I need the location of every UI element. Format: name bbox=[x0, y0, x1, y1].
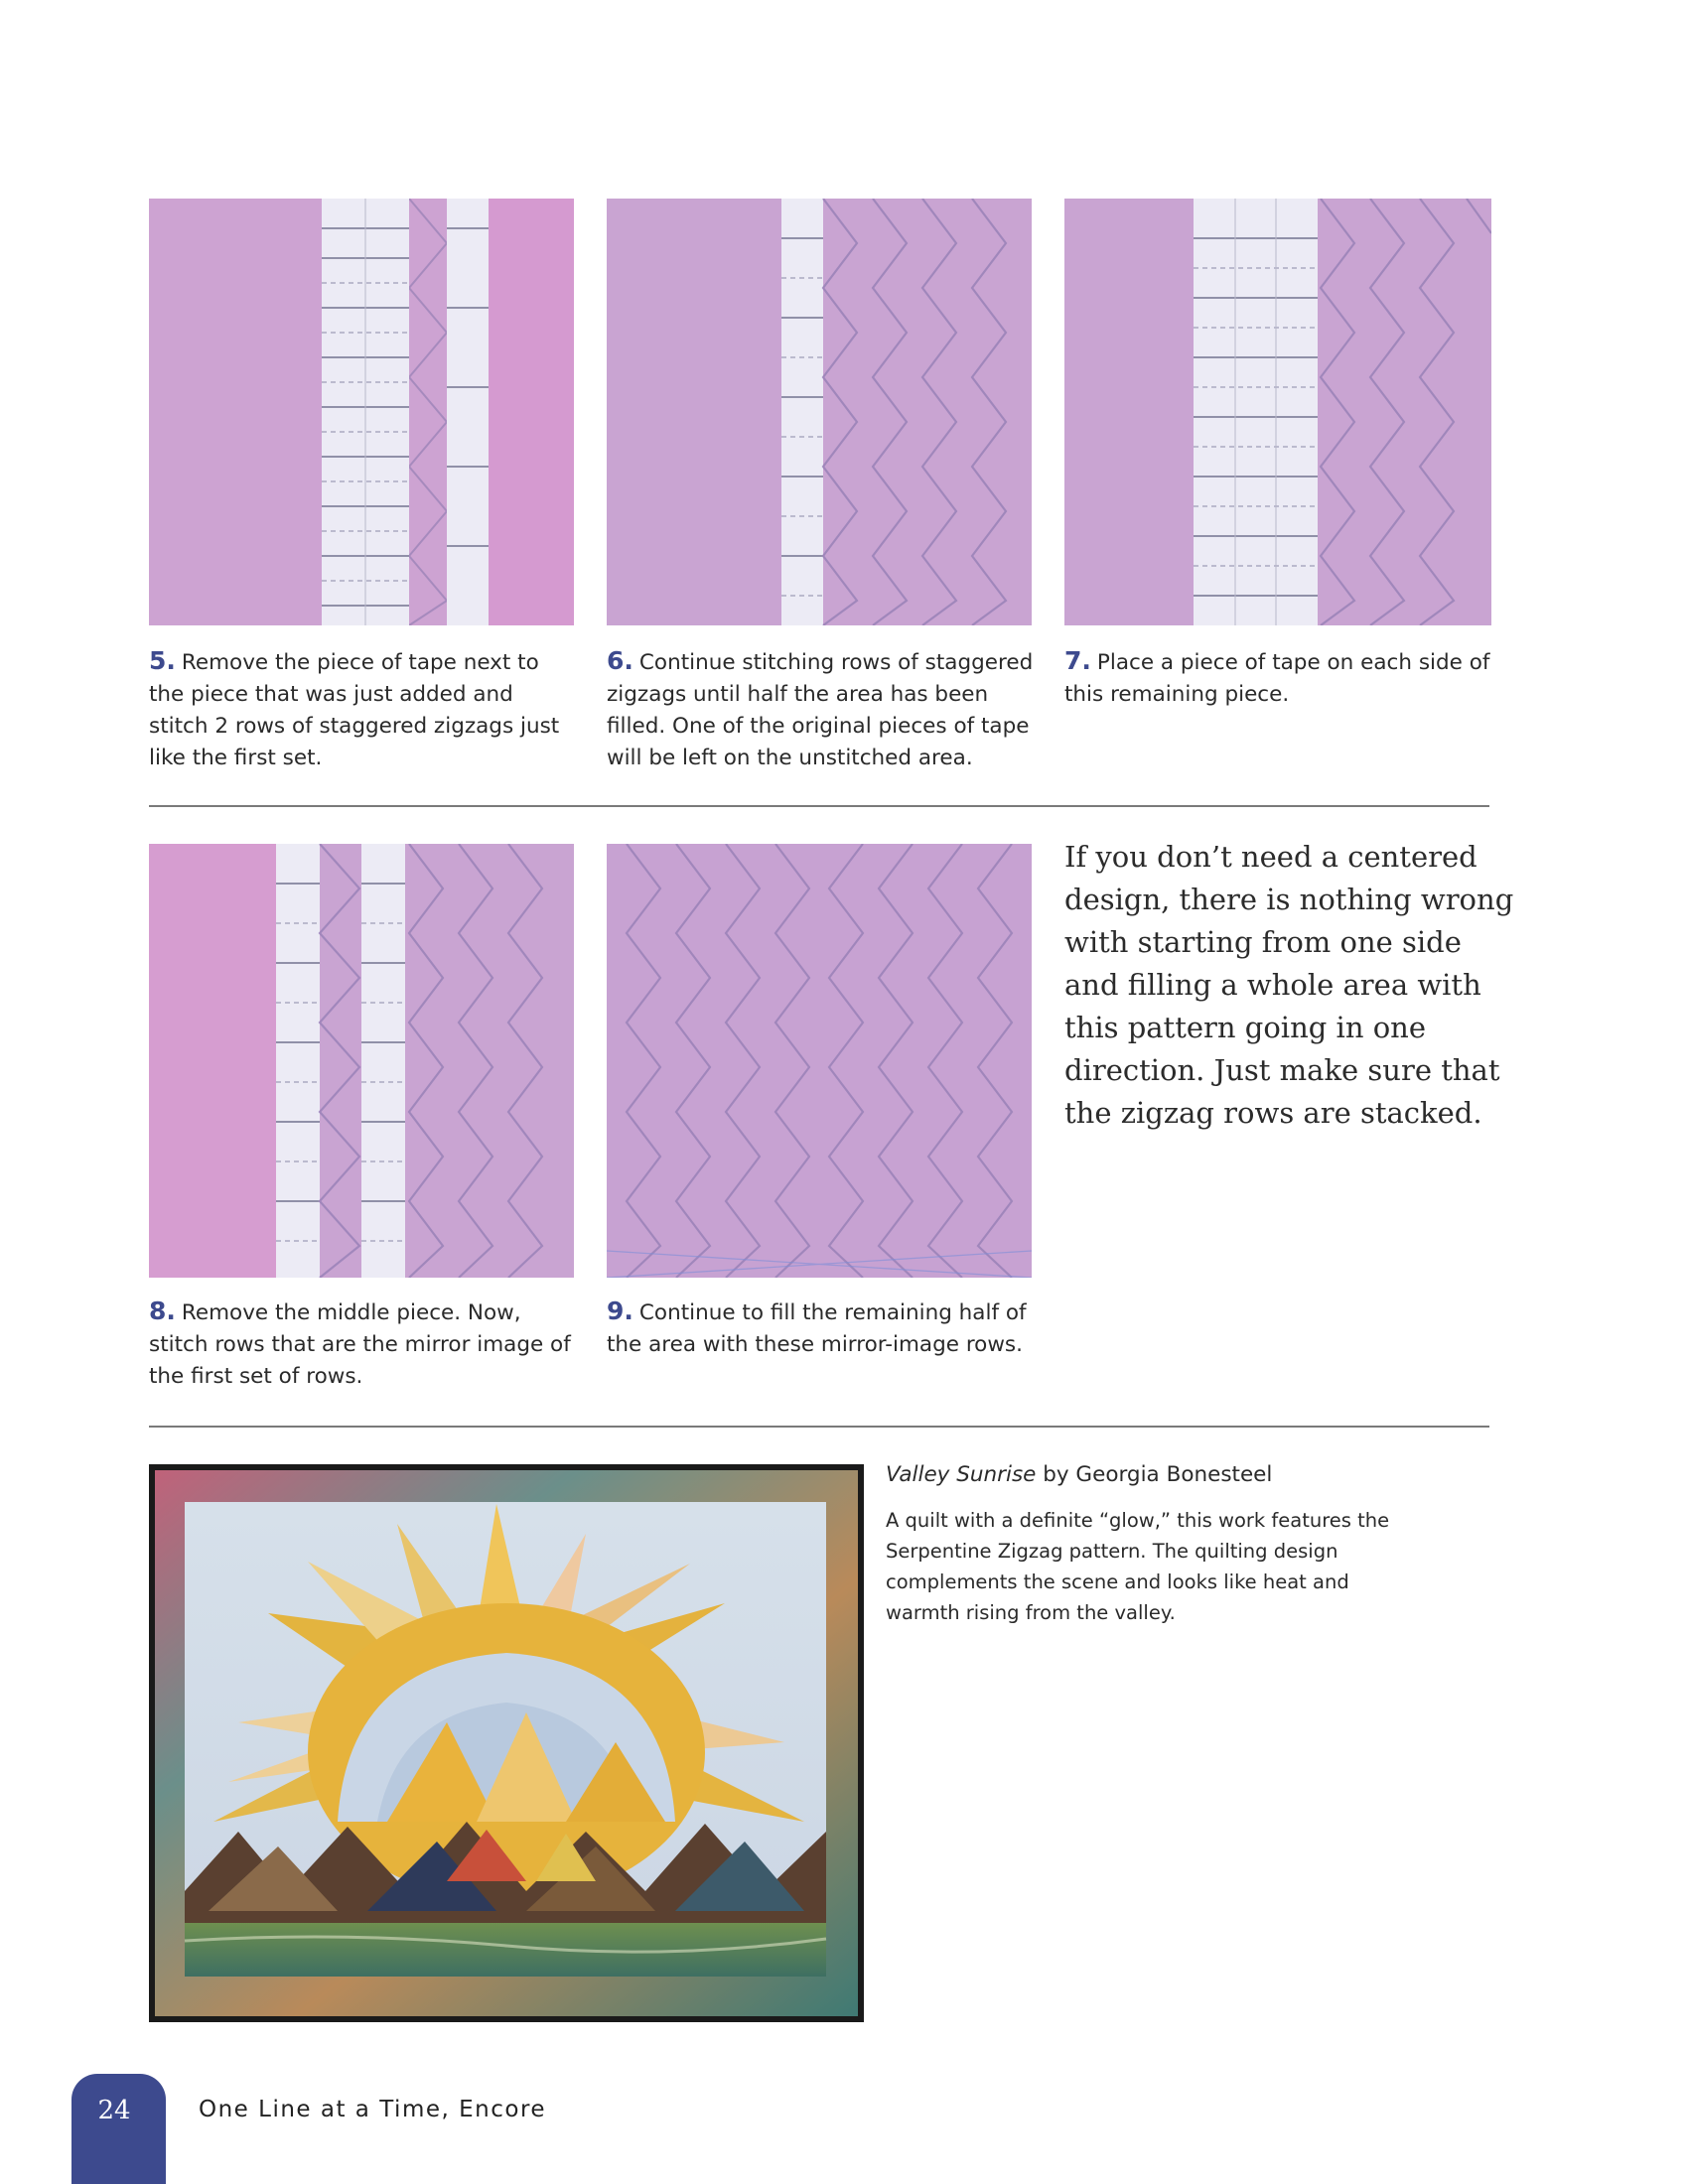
quilt-credit bbox=[886, 1459, 1442, 1491]
step-7-photo bbox=[1064, 199, 1491, 625]
running-footer-title: One Line at a Time, Encore bbox=[199, 2097, 547, 2122]
step-6-caption: 6. Continue stitching rows of staggered zigzags until half the area has been filled. One of the original pieces of tape will be left on the unstitched area. bbox=[607, 646, 1034, 770]
step-9-photo bbox=[607, 844, 1032, 1278]
tape-strip-icon bbox=[322, 199, 489, 625]
page-number: 24 bbox=[97, 2096, 131, 2125]
step-8-caption: 8. Remove the middle piece. Now, stitch rows that are the mirror image of the first set of rows. bbox=[149, 1297, 571, 1389]
step-5-photo bbox=[149, 199, 574, 625]
step-6-photo bbox=[607, 199, 1032, 625]
quilt-description: A quilt with a definite “glow,” this work features the Serpentine Zigzag pattern. The quilting design complements the scene and looks like heat and warmth rising from the valley. bbox=[886, 1509, 1390, 1624]
page-number-tab bbox=[71, 2074, 166, 2184]
step-5-caption: 5. Remove the piece of tape next to the piece that was just added and stitch 2 rows of staggered zigzags just like the first set. bbox=[149, 646, 560, 770]
step-8-photo bbox=[149, 844, 574, 1278]
sidebar-note: If you don’t need a centered design, there is nothing wrong with starting from one side and filling a whole area with this pattern going in one direction. Just make sure that the zigzag rows are stacked. bbox=[1064, 840, 1514, 1130]
step-7-caption: 7. Place a piece of tape on each side of this remaining piece. bbox=[1064, 646, 1490, 707]
quilt-byline: by Georgia Bonesteel bbox=[1036, 1462, 1273, 1487]
quilt-title: Valley Sunrise bbox=[886, 1462, 1037, 1487]
valley-sunrise-quilt-photo bbox=[149, 1464, 864, 2022]
section-divider bbox=[149, 805, 1489, 807]
section-divider bbox=[149, 1426, 1489, 1428]
step-9-caption: 9. Continue to fill the remaining half of the area with these mirror-image rows. bbox=[607, 1297, 1027, 1357]
